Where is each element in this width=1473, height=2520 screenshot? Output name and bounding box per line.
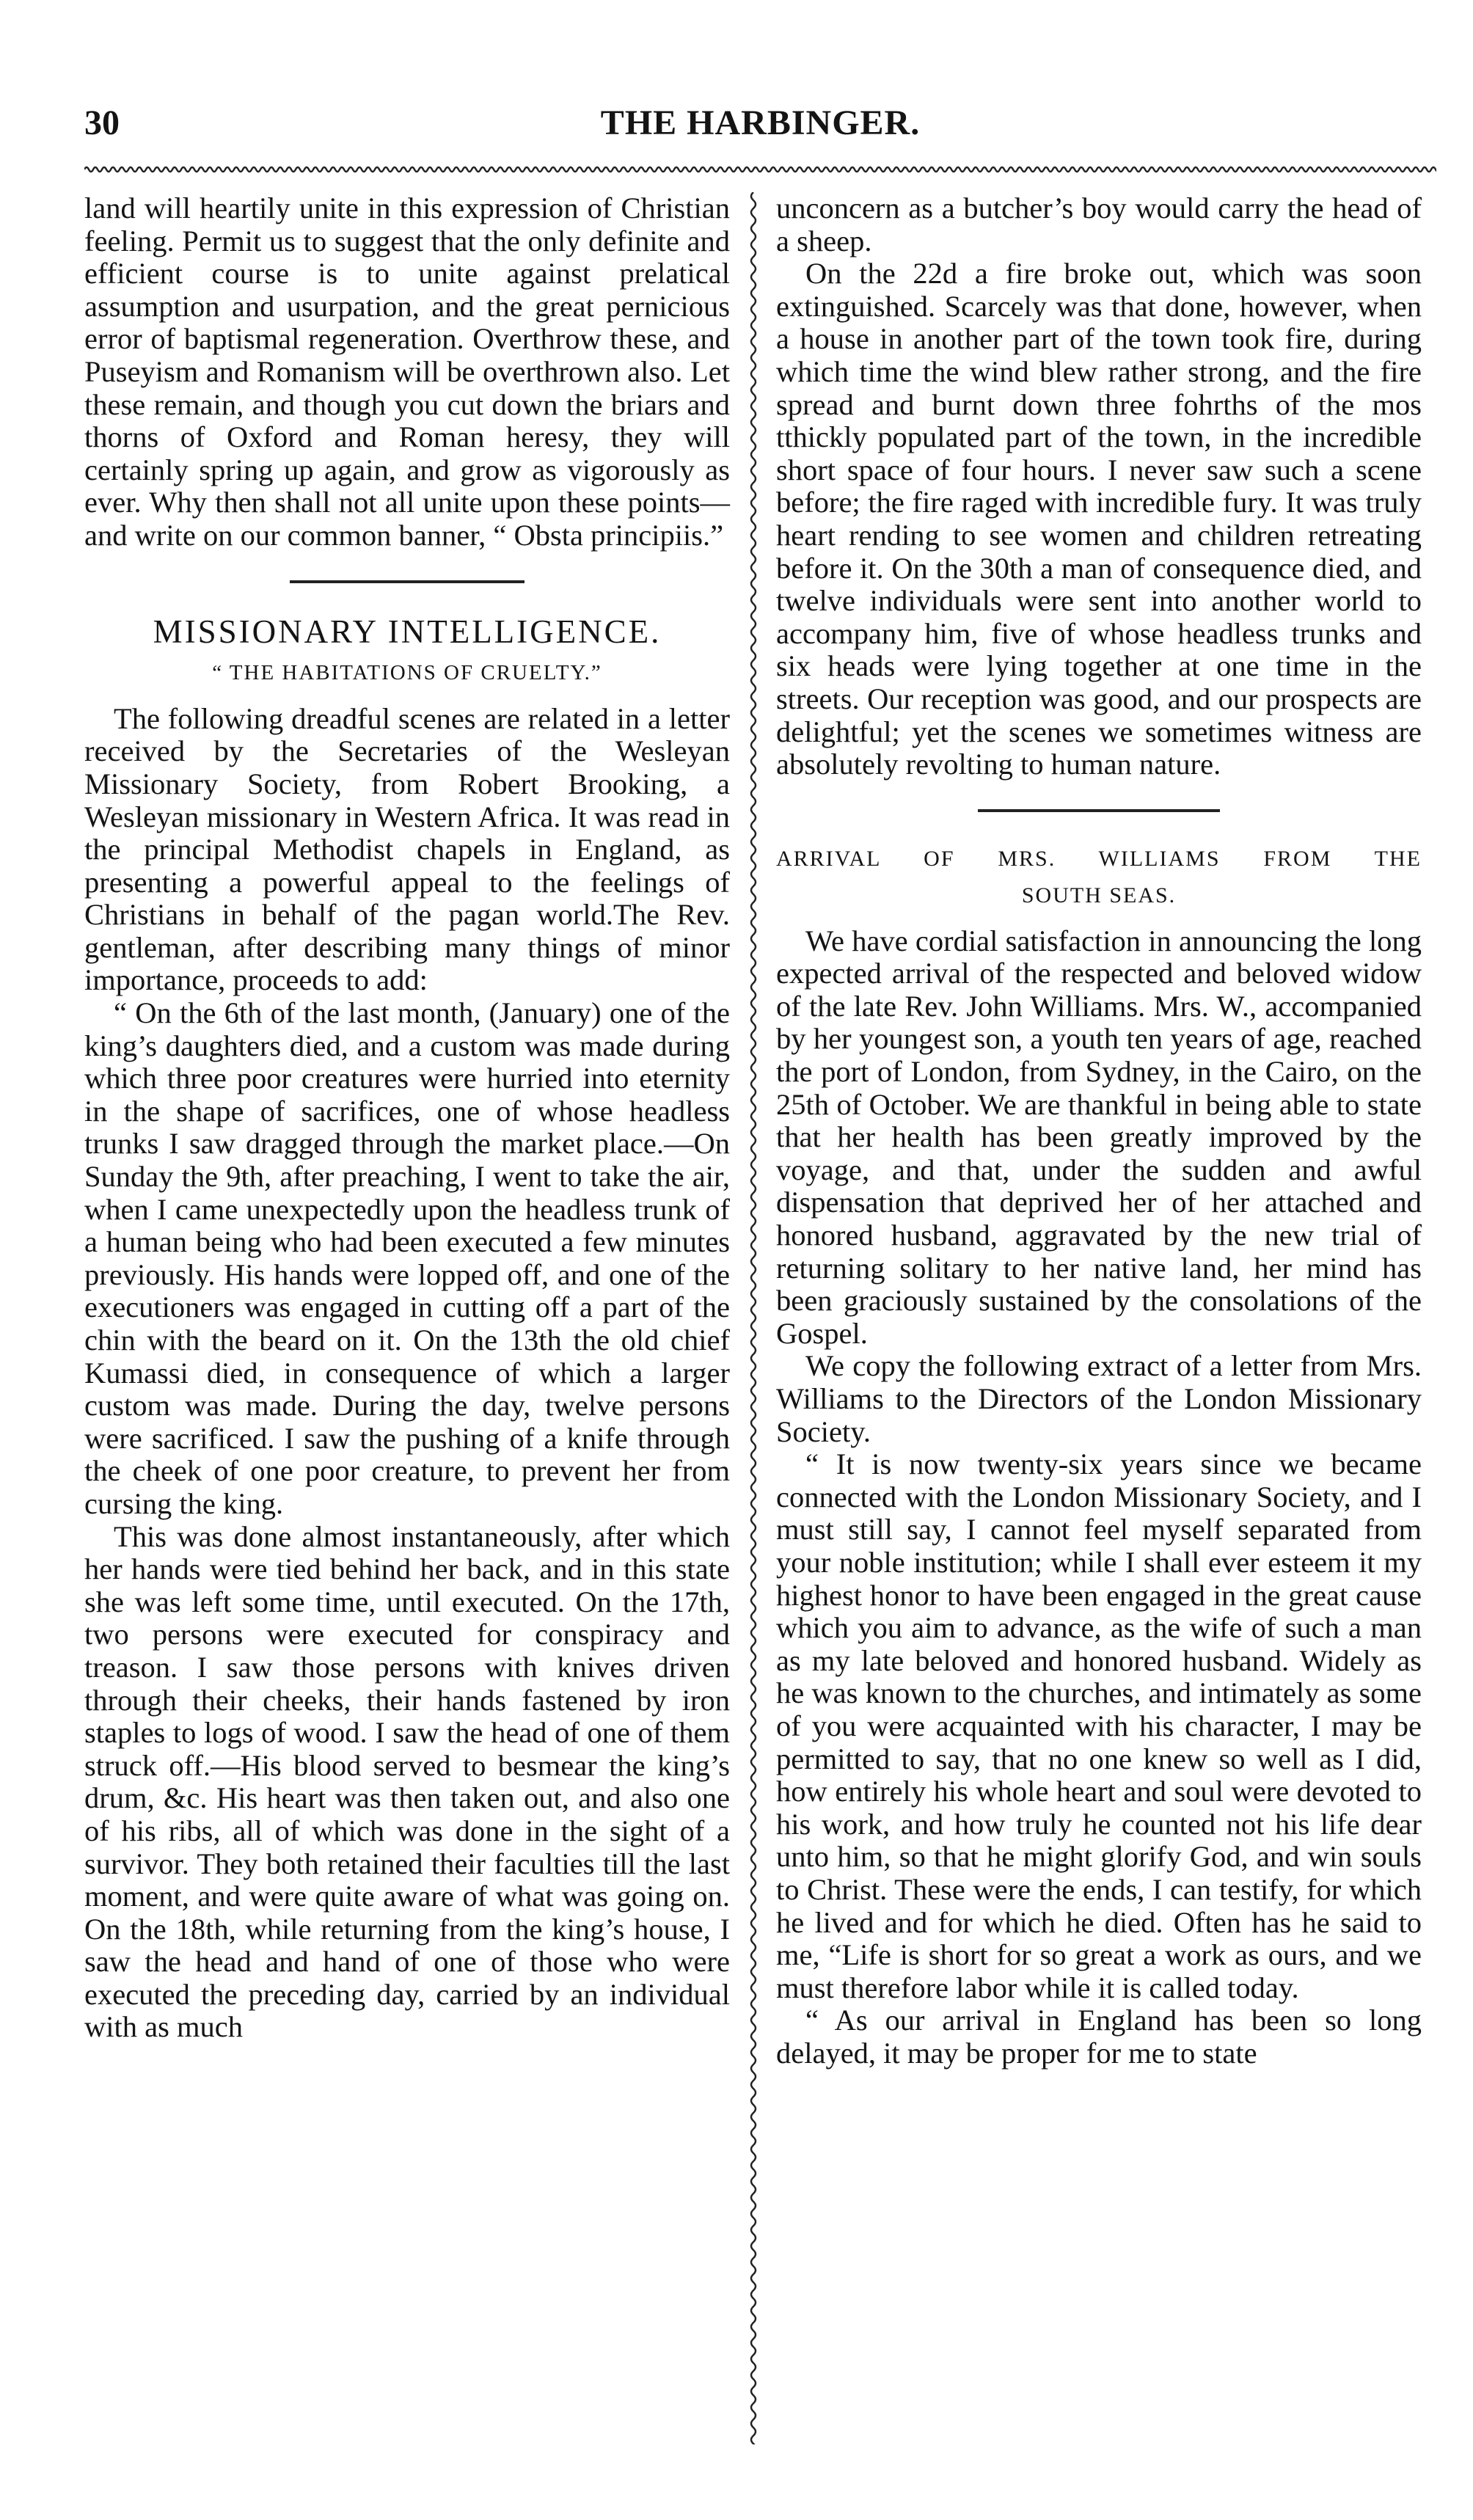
intro-paragraph: land will heartily unite in this expression of Christian feeling. Permit us to suggest that the only definite and efficient course is to unite against prelatical assumption and usurpation, and the great pernicious error of baptismal regeneration. Overthrow these, and Puseyism and Romanism will be overthrown also. Let these remain, and though you cut down the briars and thorns of Oxford and Roman heresy, they will certainly spring up again, and grow as vigorously as ever. Why then shall not all unite upon these points—and write on our common banner, “ Obsta principiis.”: [84, 191, 730, 552]
article-paragraph: “ As our arrival in England has been so long delayed, it may be proper for me to state: [776, 2004, 1422, 2070]
header-wavy-rule: [84, 163, 1436, 176]
section-divider: [290, 580, 524, 583]
left-column: [84, 192, 730, 2070]
article-paragraph: “ It is now twenty-six years since we became connected with the London Missionary Society, and I must still say, I cannot feel myself separated from your noble institution; while I shall ever esteem it my highest honor to have been engaged in the great cause which you aim to advance, as the wife of such a man as my late beloved and honored husband. Widely as he was known to the churches, and intimately as some of you were acquainted with his character, I may be permitted to say, that no one knew so well as I did, how entirely his whole heart and soul were devoted to his work, and how truly he counted not his life dear unto him, so that he might glorify God, and win souls to Christ. These were the ends, I can testify, for which he lived and for which he died. Often has he said to me, “Life is short for so great a work as ours, and we must therefore labor while it is called today.: [776, 1447, 1422, 2004]
article-divider: [978, 809, 1220, 812]
article-paragraph: On the 22d a fire broke out, which was soon extinguished. Scarcely was that done, however, when a house in another part of the town took fire, during which time the wind blew rather strong, and the fire spread and burnt down three fohrths of the mos tthickly populated part of the town, in the incredible short space of four hours. I never saw such a scene before; the fire raged with incredible fury. It was truly heart rending to see women and children retreating before it. On the 30th a man of consequence died, and twelve individuals were sent into another world to accompany him, five of whose headless trunks and six heads were lying together at one time in the streets. Our reception was good, and our prospects are delightful; yet the scenes we sometimes witness are absolutely revolting to human nature.: [776, 257, 1422, 781]
two-column-body: [84, 192, 1436, 2070]
running-title: THE HARBINGER.: [600, 103, 921, 142]
page-header: [84, 103, 1436, 156]
article-heading-line2: SOUTH SEAS.: [1021, 883, 1177, 907]
article-heading: ARRIVAL OF MRS. WILLIAMS FROM THE: [776, 846, 1422, 871]
article-paragraph: This was done almost instantaneously, after which her hands were tied behind her back, and in this state she was left some time, until executed. On the 17th, two persons were executed for conspiracy and treason. I saw those persons with knives driven through their cheeks, their hands fastened by iron staples to logs of wood. I saw the head of one of them struck off.—His blood served to besmear the king’s drum, &c. His heart was then taken out, and also one of his ribs, all of which was done in the sight of a survivor. They both retained their faculties till the last moment, and were quite aware of what was going on. On the 18th, while returning from the king’s house, I saw the head and hand of one of those who were executed the preceding day, carried by an individual with as much: [84, 1519, 730, 2044]
continuation-paragraph: unconcern as a butcher’s boy would carry the head of a sheep.: [776, 191, 1422, 258]
sub-heading: “ THE HABITATIONS OF CRUELTY.”: [212, 661, 602, 685]
section-heading: MISSIONARY INTELLIGENCE.: [153, 613, 662, 650]
article-paragraph: We copy the following extract of a letter from Mrs. Williams to the Directors of the London Missionary Society.: [776, 1349, 1422, 1448]
article-paragraph: “ On the 6th of the last month, (January) one of the king’s daughters died, and a custom was made during which three poor creatures were hurried into eternity in the shape of sacrifices, one of whose headless trunks I saw dragged through the market place.—On Sunday the 9th, after preaching, I went to take the air, when I came unexpectedly upon the headless trunk of a human being who had been executed a few minutes previously. His hands were lopped off, and one of the executioners was engaged in cutting off a part of the chin with the beard on it. On the 13th the old chief Kumassi died, in consequence of which a larger custom was made. During the day, twelve persons were sacrificed. I saw the pushing of a knife through the cheek of one poor creature, to prevent her from cursing the king.: [84, 996, 730, 1520]
right-column: [776, 192, 1422, 2070]
column-wavy-rule: [730, 192, 776, 2070]
article-paragraph: We have cordial satisfaction in announcing the long expected arrival of the respected and beloved widow of the late Rev. John Williams. Mrs. W., accompanied by her youngest son, a youth ten years of age, reached the port of London, from Sydney, in the Cairo, on the 25th of October. We are thankful in being able to state that her health has been greatly improved by the voyage, and that, under the sudden and awful dispensation that deprived her of her attached and honored husband, aggravated by the new trial of returning solitary to her native land, her mind has been graciously sustained by the consolations of the Gospel.: [776, 924, 1422, 1350]
article-paragraph: The following dreadful scenes are related in a letter received by the Secretaries of the Wesleyan Missionary Society, from Robert Brooking, a Wesleyan missionary in Western Africa. It was read in the principal Methodist chapels in England, as presenting a powerful appeal to the feelings of Christians in behalf of the pagan world.The Rev. gentleman, after describing many things of minor importance, proceeds to add:: [84, 701, 730, 997]
page-number: 30: [84, 103, 120, 142]
